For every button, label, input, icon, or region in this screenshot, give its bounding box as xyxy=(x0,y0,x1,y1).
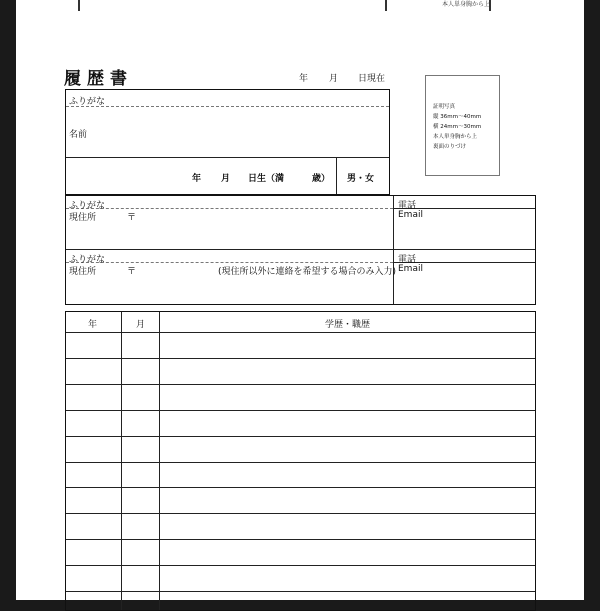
photo-line: 本人単身胸から上 xyxy=(433,134,478,140)
history-row-line xyxy=(66,410,535,411)
previous-page-text: 本人単身胸から上 xyxy=(442,1,491,8)
photo-line: 証明写真 xyxy=(433,104,456,110)
age-label: 歳） xyxy=(312,174,331,184)
history-row-line xyxy=(66,513,535,514)
history-header-month: 月 xyxy=(136,320,146,330)
address2-email-label[interactable]: Email xyxy=(398,264,423,274)
address1-email-label[interactable]: Email xyxy=(398,210,423,220)
history-row-line xyxy=(66,565,535,566)
name-label[interactable]: 名前 xyxy=(69,130,88,140)
birth-year-label: 年 xyxy=(192,174,202,184)
history-header-year: 年 xyxy=(88,320,98,330)
address1-furigana-divider xyxy=(66,208,393,209)
furigana-divider xyxy=(66,106,389,107)
birth-day-label: 日生（満 xyxy=(248,174,285,184)
history-row-line xyxy=(66,487,535,488)
date-line: 年 月 日現在 xyxy=(299,74,386,84)
address2-label[interactable]: 現住所 xyxy=(69,267,97,277)
history-row-line xyxy=(66,332,535,333)
previous-page-edge xyxy=(16,0,584,12)
address2-furigana-label: ふりがな xyxy=(69,255,106,265)
furigana-label: ふりがな xyxy=(69,97,106,107)
history-header-content: 学歴・職歴 xyxy=(325,320,371,330)
history-row-line xyxy=(66,436,535,437)
address1-furigana-label: ふりがな xyxy=(69,201,106,211)
resume-title: 履歴書 xyxy=(64,69,133,89)
photo-line: 縦 36mm～40mm xyxy=(433,114,482,120)
photo-line: 裏面のりづけ xyxy=(433,144,467,150)
birth-month-label: 月 xyxy=(221,174,231,184)
address2-furigana-divider xyxy=(66,262,393,263)
address1-postal-mark: 〒 xyxy=(127,213,137,223)
gender-label[interactable]: 男・女 xyxy=(347,174,375,184)
history-row-line xyxy=(66,591,535,592)
address2-postal-mark: 〒 xyxy=(127,267,137,277)
name-divider xyxy=(66,157,389,158)
address-divider xyxy=(66,249,535,250)
address2-note: (現住所以外に連絡を希望する場合のみ入力) xyxy=(218,267,397,277)
history-row-line xyxy=(66,358,535,359)
history-row-line xyxy=(66,462,535,463)
photo-line: 横 24mm～30mm xyxy=(433,124,482,130)
history-row-line xyxy=(66,539,535,540)
photo-box xyxy=(425,75,500,176)
address1-label[interactable]: 現住所 xyxy=(69,213,97,223)
address2-phone-label[interactable]: 電話 xyxy=(398,255,417,265)
contact-divider xyxy=(393,196,394,304)
history-row-line xyxy=(66,384,535,385)
address1-phone-label[interactable]: 電話 xyxy=(398,201,417,211)
gender-divider xyxy=(336,157,337,194)
